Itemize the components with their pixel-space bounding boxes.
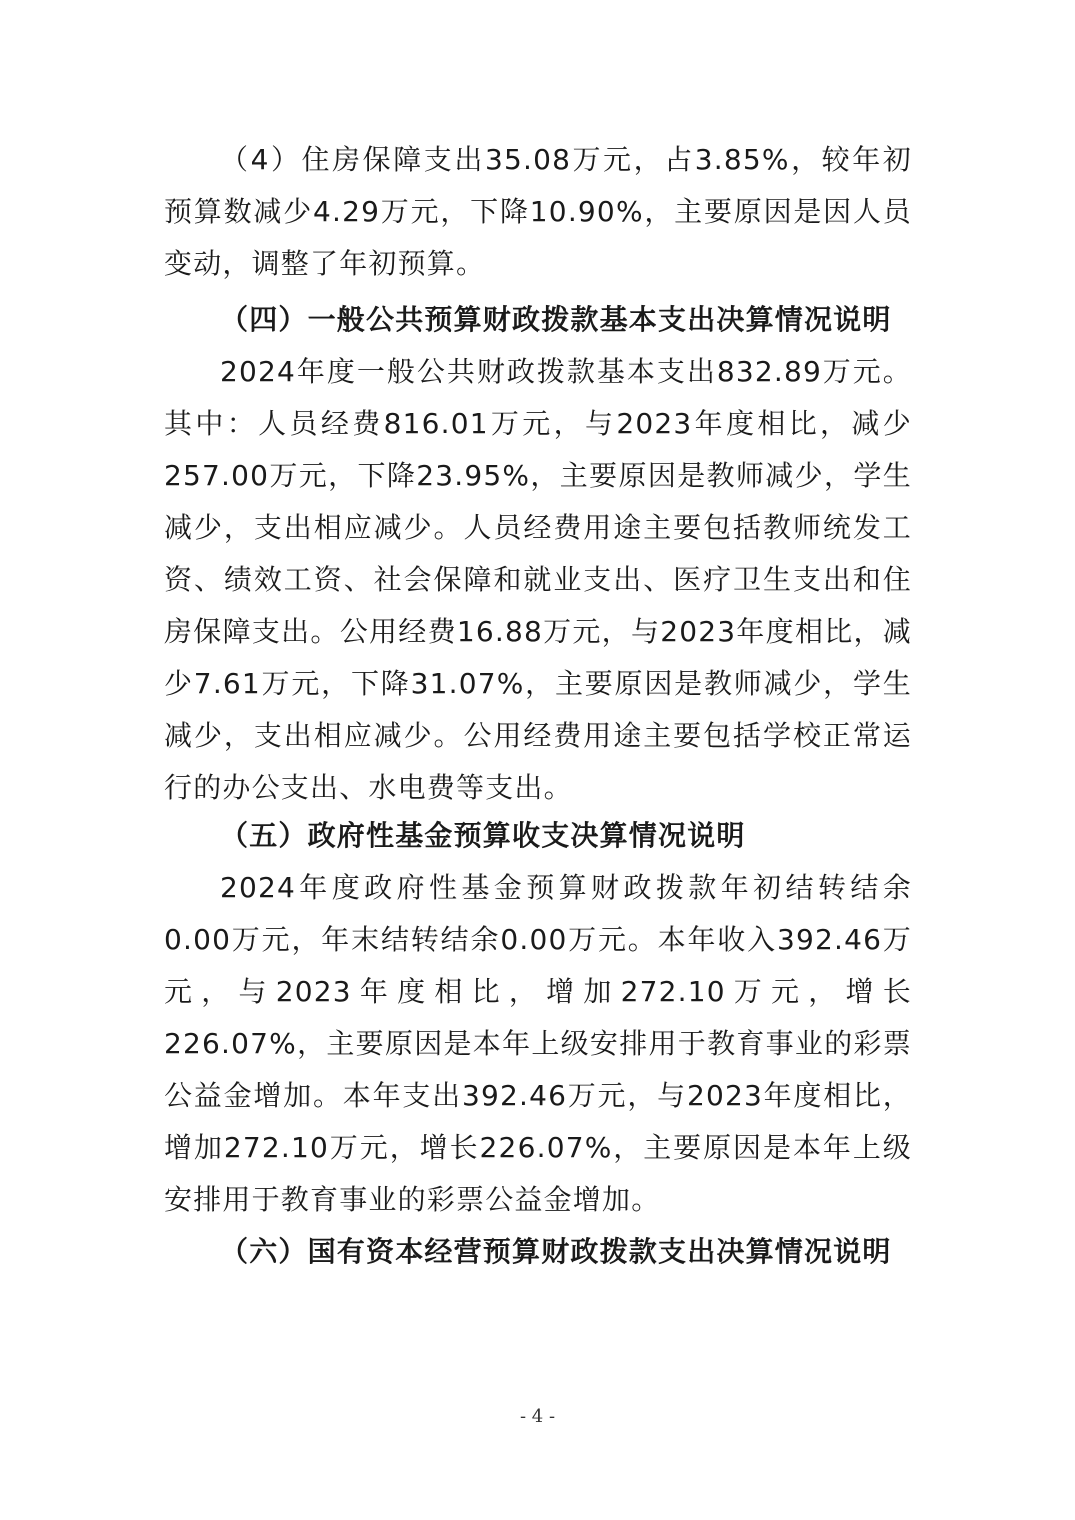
section-heading-4: （四）一般公共预算财政拨款基本支出决算情况说明 (220, 303, 892, 336)
paragraph-text: （4）住房保障支出35.08万元，占3.85%，较年初预算数减少4.29万元，下降10.90%，主要原因是因人员变动，调整了年初预算。 (164, 143, 912, 280)
page-number: - 4 - (519, 1406, 556, 1427)
paragraph-housing-expenditure (164, 134, 912, 290)
section-heading-6: （六）国有资本经营预算财政拨款支出决算情况说明 (220, 1235, 892, 1268)
section-heading-5: （五）政府性基金预算收支决算情况说明 (220, 819, 746, 852)
paragraph-text: 2024年度一般公共财政拨款基本支出832.89万元。其中：人员经费816.01万元，与2023年度相比，减少257.00万元，下降23.95%，主要原因是教师减少，学生减少，支出相应减少。人员经费用途主要包括教师统发工资、绩效工资、社会保障和就业支出、医疗卫生支出和住房保障支出。公用经费16.88万元，与2023年度相比，减少7.61万元，下降31.07%，主要原因是教师减少，学生减少，支出相应减少。公用经费用途主要包括学校正常运行的办公支出、水电费等支出。 (164, 355, 912, 804)
paragraph-government-fund (164, 862, 912, 1226)
paragraph-basic-expenditure (164, 346, 912, 814)
paragraph-text: 2024年度政府性基金预算财政拨款年初结转结余0.00万元，年末结转结余0.00万元。本年收入392.46万元，与2023年度相比，增加272.10万元，增长226.07%，主要原因是本年上级安排用于教育事业的彩票公益金增加。本年支出392.46万元，与2023年度相比，增加272.10万元，增长226.07%，主要原因是本年上级安排用于教育事业的彩票公益金增加。 (164, 871, 912, 1216)
